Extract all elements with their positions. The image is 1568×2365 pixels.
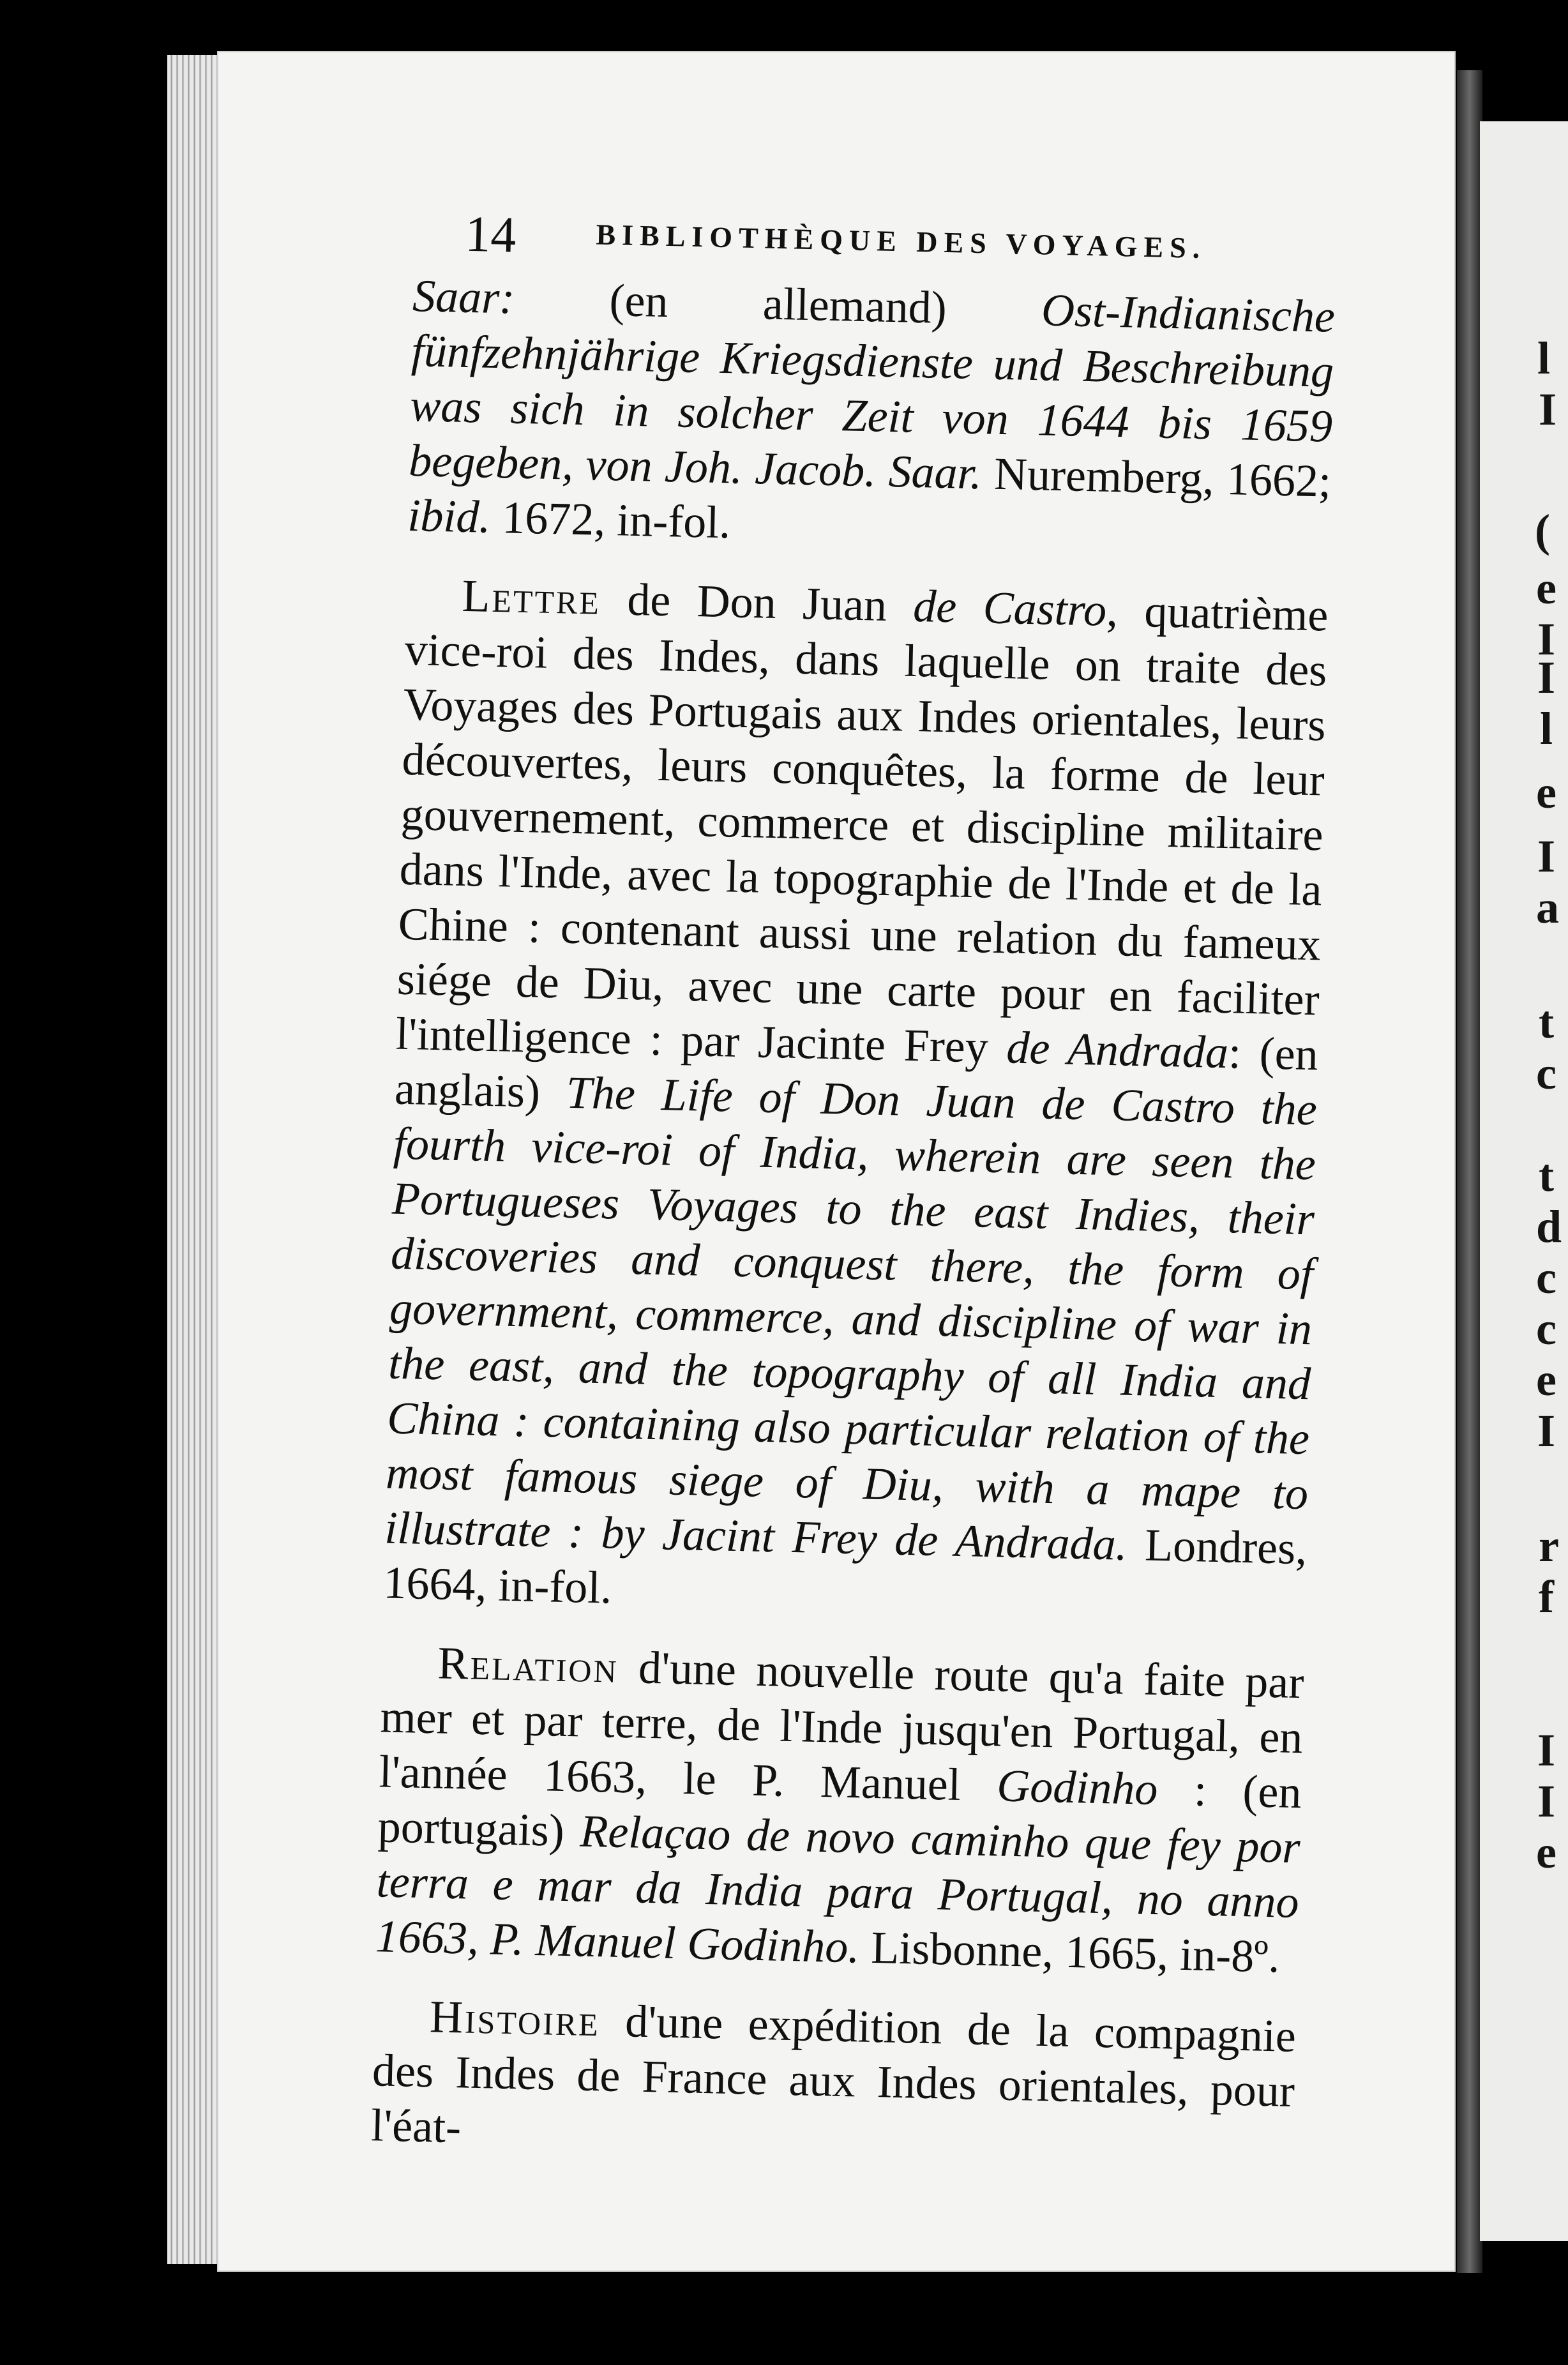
entry-author: Saar: (412, 269, 516, 324)
facing-page-fragment: e (1536, 1827, 1557, 1878)
facing-page-fragment: d (1536, 1201, 1562, 1252)
entry-relation (375, 1634, 1304, 1984)
entry-format: 1672, in-fol. (490, 491, 732, 548)
facing-page-fragment: l (1537, 333, 1551, 384)
facing-page-fragment: c (1536, 1303, 1557, 1354)
facing-page (1480, 121, 1568, 2241)
facing-page-fragment: f (1539, 1571, 1554, 1622)
entry-lead-word: Histoire (429, 1991, 601, 2046)
entry-text: , quatrième vice-roi des Indes, dans laquelle on traite des Voyages des Portugais aux Indes orientales, leurs découvertes, leurs conquêtes, la forme de leur gouvernement, commerce et discipline militaire dans l'Inde, avec la topographie de l'Inde et de la Chine : contenant aussi une relation du fameux siége de Diu, avec une carte pour en faciliter l'intelligence : par Jacinte Frey (395, 584, 1329, 1073)
entry-author: Godinho (996, 1760, 1159, 1815)
facing-page-fragment: ( (1535, 505, 1550, 556)
facing-page-fragment: I (1537, 1725, 1556, 1776)
entry-lead-word: Lettre (461, 570, 602, 624)
entry-lead-word: Relation (437, 1637, 619, 1693)
entry-text: d'une nouvelle route qu'a faite par mer et par terre, de l'Inde jusqu'en Portugal, en l'année 1663, le P. Manuel (378, 1641, 1305, 1811)
page-number: 14 (464, 206, 517, 264)
facing-page-fragment: c (1536, 1048, 1557, 1099)
facing-page-fragment: I (1537, 652, 1556, 703)
entry-histoire (370, 1988, 1296, 2173)
facing-page-fragment: I (1539, 384, 1557, 435)
facing-page-fragment: a (1536, 882, 1559, 933)
facing-page-fragment: I (1537, 1776, 1556, 1827)
entry-title: Ost-Indianische fünfzehnjährige Kriegsdienste und Beschreibung was sich in solcher Zeit von 1644 bis 1659 begeben, von Joh. Jacob. Saar. (408, 284, 1336, 499)
entry-language: : (en anglais) (394, 1027, 1319, 1118)
book-gutter (1457, 70, 1482, 2273)
entry-title: Relaçao de novo caminho que fey por terra e mar da India para Portugal, no anno 1663, P. Manuel Godinho. (375, 1805, 1301, 1973)
entry-text: d'une expédition de la compagnie des Indes de France aux Indes orientales, pour l'éat- (370, 1995, 1297, 2153)
entry-imprint: Londres, 1664, in-fol. (382, 1518, 1308, 1613)
facing-page-fragment: t (1539, 997, 1554, 1048)
facing-page-fragment: e (1536, 1354, 1557, 1405)
facing-page-fragment: I (1537, 831, 1556, 882)
entry-ibid: ibid. (407, 489, 492, 543)
entry-text: de Don Juan (600, 573, 914, 631)
entry-title: The Life of Don Juan de Castro the fourth vice-roi of India, wherein are seen the Portugueses Voyages to the east Indies, their discoveries and conquest there, the form of government, commerce, and discipline of war in the east, and the topography of all India and China : containing also particular relation of the most famous siege of Diu, with a mape to illustrate : by Jacint Frey de Andrada. (384, 1066, 1318, 1570)
entry-language: (en allemand) (514, 272, 1043, 336)
entry-subject-name: de Castro (912, 580, 1108, 636)
page-text (370, 192, 1337, 2198)
facing-page-fragment: t (1539, 1150, 1554, 1201)
facing-page-fragment: r (1539, 1520, 1559, 1571)
entry-language: : (en portugais) (377, 1764, 1302, 1857)
running-head-title: BIBLIOTHÈQUE DES VOYAGES. (595, 218, 1207, 265)
facing-page-fragment: e (1536, 563, 1557, 614)
entry-saar (407, 268, 1336, 564)
facing-page-fragment: e (1536, 767, 1557, 818)
page-stack-edge (167, 55, 225, 2264)
facing-page-fragment: I (1537, 1405, 1556, 1456)
facing-page-fragment: l (1540, 703, 1553, 754)
facing-page-fragment: c (1536, 1252, 1557, 1303)
facing-page-fragment: I (1537, 614, 1556, 665)
entry-author: de Andrada (1006, 1022, 1229, 1078)
entry-imprint: Nuremberg, 1662; (981, 448, 1332, 507)
entry-lettre (383, 567, 1329, 1631)
entry-imprint: Lisbonne, 1665, in-8º. (859, 1921, 1281, 1983)
